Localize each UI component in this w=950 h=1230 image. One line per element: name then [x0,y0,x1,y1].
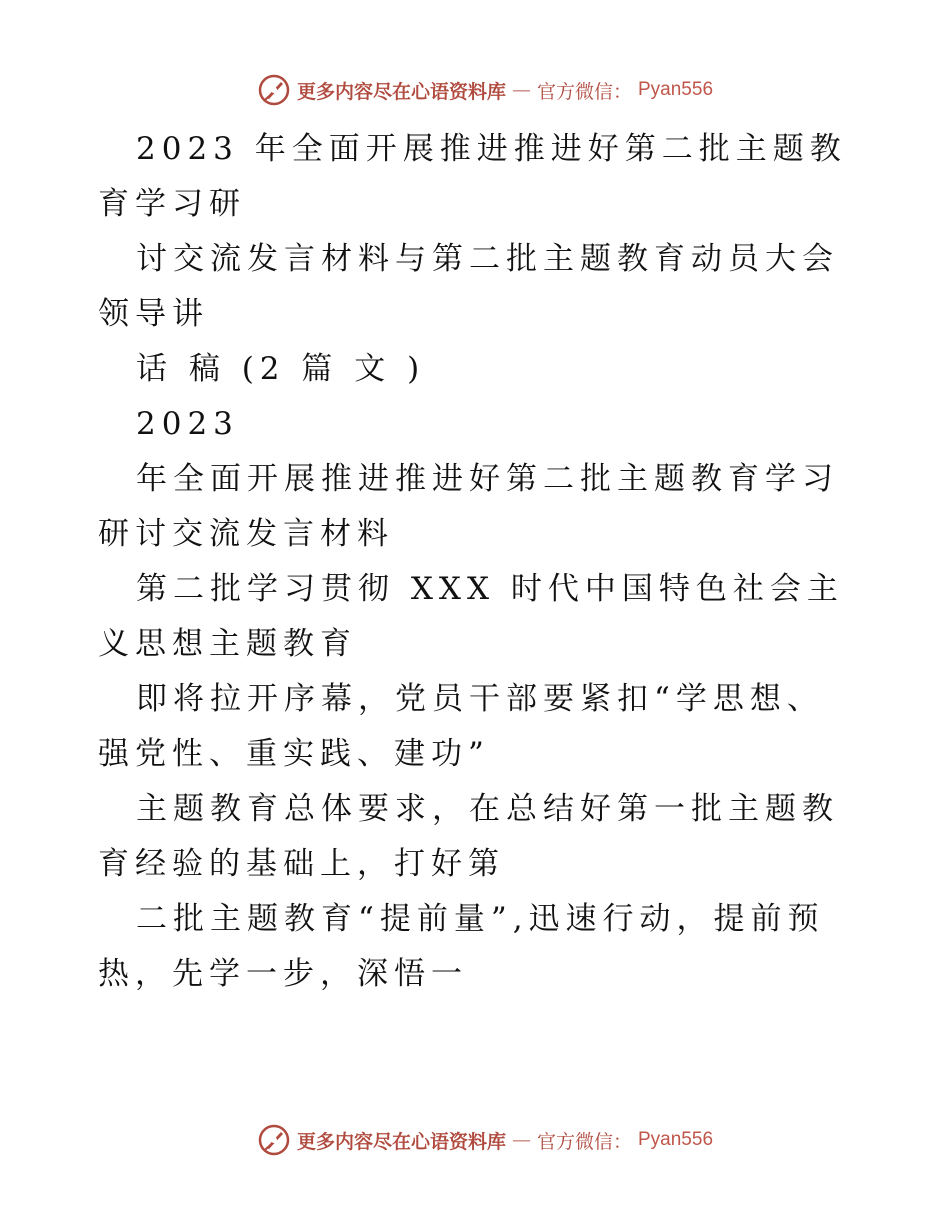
paragraph-4: 2023 [136,406,239,442]
watermark-wechat-label: 官方微信： [536,1130,632,1153]
quill-circle-icon [257,73,291,107]
header-watermark [0,70,950,110]
paragraph-1: 2023 年全面开展推进推进好第二批主题教育学习研 [98,131,847,222]
watermark-brand-text: 更多内容尽在心语资料库 [296,80,506,103]
watermark-wechat-id: Pyan556 [638,79,714,100]
watermark-dash: — [511,79,531,101]
watermark-wechat-label: 官方微信： [536,80,632,103]
footer-watermark [0,1120,950,1160]
document-body [98,122,858,1002]
paragraph-8: 主题教育总体要求，在总结好第一批主题教育经验的基础上，打好第 [98,791,839,882]
watermark-content [257,1123,713,1157]
watermark-brand-text: 更多内容尽在心语资料库 [296,1130,506,1153]
watermark-dash: — [511,1129,531,1151]
paragraph-7: 即将拉开序幕，党员干部要紧扣“学思想、强党性、重实践、建功” [98,681,824,772]
paragraph-9: 二批主题教育“提前量”,迅速行动，提前预热，先学一步，深悟一 [98,901,825,992]
paragraph-2: 讨交流发言材料与第二批主题教育动员大会领导讲 [98,241,839,332]
paragraph-3: 话 稿 (2 篇 文 ) [136,351,426,387]
watermark-content [257,73,713,107]
paragraph-5: 年全面开展推进推进好第二批主题教育学习研讨交流发言材料 [98,461,839,552]
quill-circle-icon [257,1123,291,1157]
watermark-wechat-id: Pyan556 [638,1129,714,1150]
paragraph-6: 第二批学习贯彻 XXX 时代中国特色社会主义思想主题教育 [98,571,844,662]
